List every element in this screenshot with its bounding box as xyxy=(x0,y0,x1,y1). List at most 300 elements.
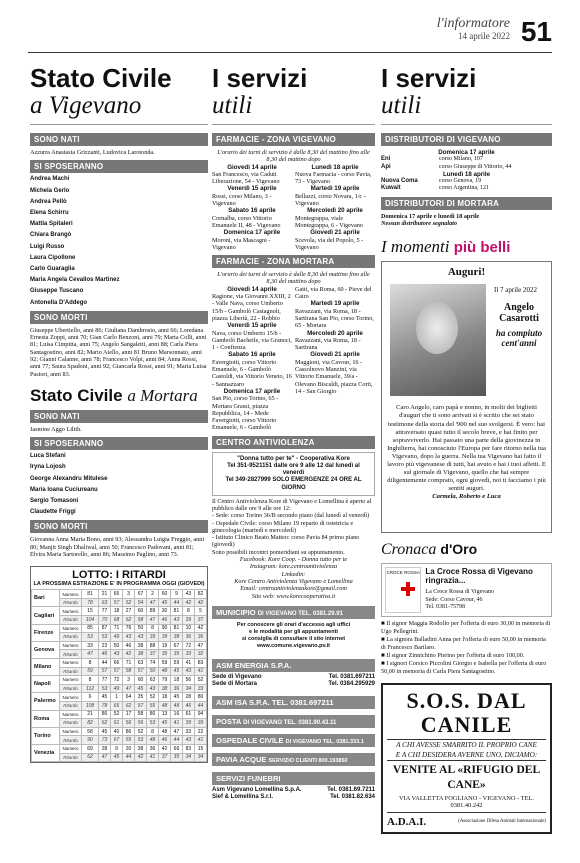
lotto-number: 41 xyxy=(182,658,194,667)
lotto-number: 77 xyxy=(99,676,111,685)
lotto-subtitle: LA PROSSIMA ESTRAZIONE E' IN PROGRAMMA OGGI (GIOVEDI) xyxy=(33,581,205,588)
funebri-header: SERVIZI FUNEBRI xyxy=(212,772,375,785)
distributori-mortara-header: DISTRIBUTORI DI MORTARA xyxy=(381,197,552,210)
lotto-number: 8 xyxy=(147,624,159,633)
lotto-row-label: Numero xyxy=(60,727,82,736)
distributor-address: corso Argentina, 121 xyxy=(439,185,490,192)
lotto-delay: 57 xyxy=(135,667,147,676)
lotto-number: 60 xyxy=(135,607,147,616)
lotto-number: 79 xyxy=(158,676,170,685)
section-subtitle: utili xyxy=(212,92,253,119)
portrait-photo xyxy=(390,284,486,396)
farmacia-day: Giovedì 14 aprile xyxy=(227,285,277,293)
farmacia-text: Gatti, via Roma, 60 - Pieve del Cairo xyxy=(295,285,372,301)
lotto-delay: 45 xyxy=(158,719,170,728)
farmacia-text: San Francesco, via Caduti Liberazione, 54 - Vigevano xyxy=(212,170,280,186)
couple-name: Elena Schirru xyxy=(30,209,69,216)
antiviolenza-social-line: Sito web: www.korecooperativa.it xyxy=(251,592,336,600)
lotto-delay: 73 xyxy=(99,736,111,745)
couple-name: Andrea Machi xyxy=(30,176,70,183)
lotto-delay: 36 xyxy=(182,633,194,642)
lotto-row-label: Ritardo xyxy=(60,701,82,710)
column-servizi-2 xyxy=(381,58,552,863)
nati-header: SONO NATI xyxy=(30,133,208,146)
lotto-number: 15 xyxy=(82,607,99,616)
lotto-number: 38 xyxy=(135,641,147,650)
page-number: 51 xyxy=(520,16,552,47)
column-servizi xyxy=(212,58,375,863)
lotto-number: 87 xyxy=(99,624,111,633)
lotto-number: 58 xyxy=(135,710,147,719)
couple-name: Laura Cipollone xyxy=(30,254,76,261)
farmacia-text: Cornalba, corso Vittorio Emanuele II, 48 - Vigevano xyxy=(212,214,281,229)
mortara-morti-text: Giovanna Anna Maria Bono, anni 93; Alessandra Luigia Freggio, anni 80; Manjit Singh Dhaliwal, anni 50; Francesco Padovani, anni 81; Elvira Maria Sartorello, anni 86; Massimo Paglino, anni 73. xyxy=(30,536,205,558)
lotto-row-label: Numero xyxy=(60,624,82,633)
lotto-delay: 52 xyxy=(123,598,135,607)
mortara-morti-header: SONO MORTI xyxy=(30,520,208,533)
lotto-delay: 41 xyxy=(147,753,159,762)
lotto-delay: 67 xyxy=(111,736,123,745)
lotto-delay: 47 xyxy=(99,753,111,762)
divider xyxy=(30,124,208,125)
lotto-row-label: Numero xyxy=(60,693,82,702)
dist-mortara-note: Nessun distributore segnalato xyxy=(381,220,457,228)
lotto-delay: 43 xyxy=(182,736,194,745)
municipio-info: Per conoscere gli orari d'accesso agli uffici e le modalità per gli appuntamenti si consiglia di consultare il sito internet www.comune.vigevano.pv.it xyxy=(212,619,375,653)
morti-text: Giuseppe Ubertiello, anni 86; Giuliana Dambrosio, anni 66; Loredana Ernesta Zoppi, anni 70; Gian Carlo Benzoni, anni 79; Marta Colli, anni 81; Luisa Cimpitta, anni 75; Angelo Sangaletti, anni 88; Carla Piera Santagostino, anni 82; Mario Aiello, anni 81 Bruno Marsonnato, anni 92; Gianni Calanne, anni 78; Francesco Volpi, anni 84; Anna Rossi, anni 77; Saura Spadoni, anni 92; Giancarla Rossi, anni 91; Maria Luisa Pastori, anni 83. xyxy=(30,326,207,378)
lotto-city: Palermo xyxy=(32,693,60,710)
lotto-number: 69 xyxy=(82,744,99,753)
lotto-number: 63 xyxy=(147,676,159,685)
lotto-delay: 58 xyxy=(123,667,135,676)
couple-name: Andrea Pellò xyxy=(30,198,67,205)
lotto-city: Venezia xyxy=(32,744,60,761)
donation-item: ■ I signori Corsico Piccolini Giorgio e Isabella per l'offerta di euro 50,00 in memoria di Carla Piera Santagostino. xyxy=(381,660,547,675)
lotto-row xyxy=(32,624,207,633)
farmacia-day: Domenica 17 aprile xyxy=(223,387,281,395)
croce-rossa-box xyxy=(381,563,552,617)
lotto-number: 83 xyxy=(194,658,206,667)
lotto-number: 18 xyxy=(111,607,123,616)
croce-rossa-title: La Croce Rossa di Vigevano ringrazia... xyxy=(425,567,533,586)
lotto-number: 9 xyxy=(170,590,182,599)
antiviolenza-social-line: Linkedin: xyxy=(281,570,306,578)
lotto-number: 94 xyxy=(194,710,206,719)
contact-row xyxy=(212,787,375,794)
couple-name: Chiara Brangò xyxy=(30,232,72,239)
lotto-city: Roma xyxy=(32,710,60,727)
lotto-city: Firenze xyxy=(32,624,60,641)
distributor-brand: Kuwait xyxy=(381,185,401,192)
lotto-delay: 45 xyxy=(158,598,170,607)
lotto-number: 72 xyxy=(111,676,123,685)
antiviolenza-text: Il Centro Antiviolenza Kore di Vigevano e Lomellina è aperto al pubblico dalle ore 9 alle ore 12: xyxy=(212,497,372,512)
lotto-title: LOTTO: I RITARDI xyxy=(72,569,166,582)
lotto-number: 52 xyxy=(194,676,206,685)
lotto-delay: 57 xyxy=(99,667,111,676)
divider xyxy=(212,124,375,125)
lotto-row-label: Ritardo xyxy=(60,650,82,659)
lotto-number: 58 xyxy=(82,727,99,736)
distributori-vigevano-header: DISTRIBUTORI DI VIGEVANO xyxy=(381,133,552,146)
lotto-delay: 42 xyxy=(194,598,206,607)
donations-list xyxy=(381,620,552,675)
lotto-row xyxy=(32,744,207,753)
couple xyxy=(30,199,208,217)
couple xyxy=(30,476,208,494)
lotto-delay: 108 xyxy=(82,701,99,710)
lotto-delay: 62 xyxy=(123,701,135,710)
lotto-number: 50 xyxy=(111,641,123,650)
lotto-number: 1 xyxy=(111,693,123,702)
dist-day-2: Lunedì 18 aprile xyxy=(442,170,491,178)
momenti-title: I momenti più belli xyxy=(381,237,511,257)
lotto-city: Milano xyxy=(32,658,60,675)
auguri-box xyxy=(381,261,552,533)
farmacia-text: Favergiotti, corso Vittorio Emanuele, 6 - Gambolò Castoldi, via Vittorio Veneto, 16 - Sannazzaro xyxy=(212,358,292,388)
lotto-delay: 55 xyxy=(147,701,159,710)
lotto-number: 9 xyxy=(111,744,123,753)
lotto-delay: 62 xyxy=(123,616,135,625)
lotto-number: 23 xyxy=(99,641,111,650)
lotto-delay: 42 xyxy=(135,753,147,762)
lotto-number: 83 xyxy=(182,744,194,753)
lotto-row xyxy=(32,693,207,702)
lotto-delay: 35 xyxy=(158,650,170,659)
lotto-row xyxy=(32,641,207,650)
distributor-brand: Nuova Coma xyxy=(381,178,418,185)
antiviolenza-social xyxy=(212,556,375,600)
lotto-number: 16 xyxy=(170,710,182,719)
lotto-delay: 33 xyxy=(194,684,206,693)
lotto-delay: 41 xyxy=(194,736,206,745)
sos-lines: A CHI AVESSE SMARRITO IL PROPRIO CANE E A CHI DESIDERA AVERNE UNO, DICIAMO: xyxy=(387,739,546,761)
lotto-delay: 70 xyxy=(99,616,111,625)
couple xyxy=(30,453,208,471)
lotto-delay: 82 xyxy=(82,719,99,728)
farmacia-day: Venerdì 15 aprile xyxy=(227,185,277,193)
divider xyxy=(381,124,552,125)
farmacie-right xyxy=(295,286,375,432)
lotto-delay: 55 xyxy=(123,736,135,745)
lotto-number: 28 xyxy=(182,693,194,702)
farmacia-text: Montegrappa, viale Montegrappa, 6 - Vigevano xyxy=(295,214,363,229)
lotto-delay: 104 xyxy=(82,616,99,625)
lotto-delay: 68 xyxy=(111,616,123,625)
couple xyxy=(30,244,208,262)
farmacie-right xyxy=(295,164,375,252)
lotto-number: 18 xyxy=(170,676,182,685)
distributor-row xyxy=(381,185,552,192)
posta-header: POSTA DI VIGEVANO TEL. 0381.90.43.11 xyxy=(212,715,375,728)
lotto-delay: 39 xyxy=(147,633,159,642)
lotto-number: 35 xyxy=(135,693,147,702)
lotto-number: 90 xyxy=(158,624,170,633)
contact-phone: Tel. 0381.697211 xyxy=(328,673,375,680)
lotto-delay: 32 xyxy=(194,650,206,659)
lotto-number: 67 xyxy=(170,641,182,650)
auguri-subtitle: ha compiuto cent'anni xyxy=(495,328,543,349)
nati-text: Azzurra Anastasia Grizzanti, Ludovica Larotonda. xyxy=(30,149,155,156)
lotto-number: 74 xyxy=(147,658,159,667)
lotto-number: 40 xyxy=(111,727,123,736)
lotto-delay: 38 xyxy=(135,650,147,659)
antiviolenza-item: - Ospedale Civile: corso Milano 19 reparto di ostetricia e ginecologia (martedì e mercoledì) xyxy=(212,519,354,534)
lotto-delay: 43 xyxy=(182,667,194,676)
farmacia-day: Giovedì 21 aprile xyxy=(310,229,360,237)
lotto-number: 27 xyxy=(123,607,135,616)
sos-address: VIA VALLETTA FOGLIANO - VIGEVANO - TEL. 0381.40.242 xyxy=(398,795,535,810)
lotto-number: 28 xyxy=(99,744,111,753)
farmacia-day: Venerdì 15 aprile xyxy=(227,322,277,330)
lotto-row xyxy=(32,727,207,736)
lotto-number: 60 xyxy=(135,676,147,685)
cronaca-title: Cronaca d'Oro xyxy=(381,541,478,559)
farmacia-day: Mercoledì 20 aprile xyxy=(307,207,363,215)
lotto-number: 72 xyxy=(182,641,194,650)
lotto-delay: 43 xyxy=(147,684,159,693)
lotto-delay: 53 xyxy=(135,736,147,745)
lotto-row-label: Ritardo xyxy=(60,753,82,762)
couple-name: Claudette Friggi xyxy=(30,509,76,516)
lotto-delay: 39 xyxy=(158,633,170,642)
lotto-number: 43 xyxy=(182,590,194,599)
lotto-row-label: Ritardo xyxy=(60,616,82,625)
lotto-number: 86 xyxy=(99,710,111,719)
municipio-link[interactable]: www.comune.vigevano.pv.it xyxy=(256,642,331,649)
farmacia-day: Giovedì 21 aprile xyxy=(310,351,360,359)
contact-row xyxy=(212,681,375,688)
lotto-row-label: Ritardo xyxy=(60,736,82,745)
lotto-number: 44 xyxy=(99,658,111,667)
lotto-number: 36 xyxy=(147,744,159,753)
lotto-row-label: Numero xyxy=(60,641,82,650)
lotto-number: 8 xyxy=(182,607,194,616)
lotto-delay: 34 xyxy=(182,684,194,693)
lotto-delay: 39 xyxy=(182,719,194,728)
lotto-number: 77 xyxy=(99,607,111,616)
lotto-delay: 62 xyxy=(82,753,99,762)
farmacia-text: Maggioni, via Cavour, 16 - Cassolnovo Manzini, via Vittorio Emanuele, 39/a - Olevano Biscaldi, piazza Corti, 14 - San Giorgio xyxy=(295,358,373,395)
lotto-delay: 57 xyxy=(111,598,123,607)
farmacia-text: Moroni, via Mascagni - Vigevano xyxy=(212,236,271,251)
lotto-delay: 35 xyxy=(170,650,182,659)
farmacia-text: Nava, corso Umberto 15/b - Gambolò Bacheile, via Granoci, 1 - Confienza xyxy=(212,329,292,352)
couple-name: Sergio Tomasoni xyxy=(30,497,79,504)
lotto-delay: 54 xyxy=(135,598,147,607)
lotto-delay: 39 xyxy=(194,719,206,728)
lotto-number: 59 xyxy=(170,658,182,667)
lotto-delay: 50 xyxy=(147,667,159,676)
farmacia-text: Bellazzi, corso Novara, 1/c - Vigevano xyxy=(295,192,366,208)
lotto-row-label: Numero xyxy=(60,676,82,685)
lotto-number: 48 xyxy=(158,727,170,736)
lotto-delay: 59 xyxy=(82,667,99,676)
municipio-header: MUNICIPIO DI VIGEVANO TEL. 0381.29.91 xyxy=(212,606,375,619)
lotto-delay: 46 xyxy=(99,650,111,659)
lotto-row xyxy=(32,676,207,685)
lotto-row-label: Numero xyxy=(60,710,82,719)
distributor-brand: Api xyxy=(381,163,391,170)
lotto-delay: 37 xyxy=(194,616,206,625)
lotto-delay: 41 xyxy=(170,719,182,728)
lotto-delay: 37 xyxy=(147,650,159,659)
lotto-row-label: Ritardo xyxy=(60,667,82,676)
lotto-delay: 46 xyxy=(158,736,170,745)
masthead xyxy=(0,0,580,58)
lotto-row xyxy=(32,607,207,616)
lotto-delay: 49 xyxy=(111,633,123,642)
farmacia-text: Ravazzani, via Roma, 18 - Sartirana xyxy=(295,336,361,352)
couple-name: Maria Angela Cevallos Martinez xyxy=(30,277,120,284)
lotto-delay: 65 xyxy=(111,701,123,710)
lotto-number: 66 xyxy=(111,658,123,667)
lotto-delay: 63 xyxy=(99,598,111,607)
lotto-delay: 53 xyxy=(99,684,111,693)
lotto-number: 21 xyxy=(99,590,111,599)
lotto-delay: 38 xyxy=(158,684,170,693)
distributor-row xyxy=(381,178,552,185)
farmacie-vigevano-header: FARMACIE - ZONA VIGEVANO xyxy=(212,133,375,146)
lotto-delay: 44 xyxy=(170,598,182,607)
lotto-row-label: Numero xyxy=(60,744,82,753)
farmacie-mortara-header: FARMACIE - ZONA MORTARA xyxy=(212,255,375,268)
farmacia-text: Ragione, via Giovanni XXIII, 2 - Valle Nava, corso Umberto 15/b - Gambolò Castagnoli, piazza Libertà, 22 - Robbio xyxy=(212,293,291,322)
asm-energia-header: ASM ENERGIA S.P.A. xyxy=(212,659,375,672)
lotto-delay: 44 xyxy=(123,753,135,762)
lotto-number: 63 xyxy=(135,658,147,667)
contact-row xyxy=(212,794,375,801)
lotto-row-label: Numero xyxy=(60,607,82,616)
couple-name: Iryna Lojosh xyxy=(30,464,66,471)
lotto-delay: 43 xyxy=(135,633,147,642)
contact-phone: Tel. 0384.295929 xyxy=(328,681,375,688)
lotto-delay: 57 xyxy=(111,667,123,676)
lotto-delay: 44 xyxy=(194,701,206,710)
lotto-delay: 45 xyxy=(170,667,182,676)
auguri-name: Angelo Casarotti xyxy=(499,302,539,325)
antiviolenza-header: CENTRO ANTIVIOLENZA xyxy=(212,436,375,449)
couple xyxy=(30,288,208,306)
lotto-delay: 61 xyxy=(111,719,123,728)
lotto-city: Genova xyxy=(32,641,60,658)
issue-date: 14 aprile 2022 xyxy=(458,31,510,41)
farmacie-vigevano-intro: L'orario dei turni di servizio è dalle 8,30 del mattino fino alle 8,30 del mattino dopo xyxy=(217,149,370,164)
lotto-delay: 78 xyxy=(82,598,99,607)
lotto-delay: 43 xyxy=(123,633,135,642)
lotto-number: 67 xyxy=(135,590,147,599)
lotto-delay: 43 xyxy=(111,650,123,659)
lotto-number: 52 xyxy=(147,693,159,702)
lotto-number: 17 xyxy=(123,710,135,719)
farmacia-day: Martedì 19 aprile xyxy=(310,300,360,308)
lotto-delay: 45 xyxy=(135,684,147,693)
antiviolenza-social-line: Instagram: kore.centroantiviolenza xyxy=(249,563,338,571)
farmacie-mortara-intro: L'orario dei turni di servizio è dalle 8,30 del mattino fino alle 8,30 del mattino dopo xyxy=(217,271,370,286)
distributor-row xyxy=(381,164,552,171)
lotto-number: 42 xyxy=(194,624,206,633)
lotto-delay: 38 xyxy=(170,633,182,642)
funebri-rows xyxy=(212,785,375,803)
auguri-text: Caro Angelo, caro papà e nonno, in molti dei biglietti d'auguri che ti sono arrivati si è scritto che sei stato testimone della storia del '900 nel suo svolgersi. È vero: hai attraversato quasi tutto il secolo breve, e hai finito per sopravviverlo. Hai passato una parte della giovinezza in Inghilterra, hai conosciuto l'Europa per fare ritorno nella tua Vigevano, dopo la guerra. Nella tua Vigevano hai fatto il lavoro più vigevanese di tutti, hai avuto e hai i tuoi affetti. E sul giornale di Vigevano, quello che hai sempre diligentemente comprato, ogni giovedì, noi ti facciamo i più sentiti auguri. Carmela, Roberto e Luca xyxy=(387,404,546,501)
dist-mortara-day: Domenica 17 aprile e lunedì 18 aprile xyxy=(381,212,480,220)
lotto-number: 81 xyxy=(82,590,99,599)
section-title: I servizi xyxy=(381,63,477,93)
lotto-number: 20 xyxy=(123,744,135,753)
lotto-number: 71 xyxy=(111,624,123,633)
farmacie-mortara-list xyxy=(212,286,375,432)
auguri-signature: Carmela, Roberto e Luca xyxy=(432,493,501,501)
distributor-address: corso Giuseppe di Vittorio, 44 xyxy=(439,163,512,170)
lotto-number: 2 xyxy=(147,590,159,599)
farmacia-text: San Pio, corso Torino, 65 - Mortara Grassi, piazza Repubblica, 14 - Mede Favergiotti, corso Vittorio Emanuele, 6 - Gambolò xyxy=(212,395,279,432)
couple-name: Luca Stefani xyxy=(30,453,66,460)
lotto-number: 45 xyxy=(99,693,111,702)
lotto-delay: 57 xyxy=(135,701,147,710)
lotto-delay: 37 xyxy=(158,753,170,762)
lotto-number: 80 xyxy=(147,710,159,719)
lotto-number: 8 xyxy=(147,727,159,736)
contact-phone: Tel. 0381.82.634 xyxy=(330,794,375,801)
mortara-nati-header: SONO NATI xyxy=(30,410,208,423)
distributor-address: corso Milano, 107 xyxy=(439,156,483,163)
column-stato-civile xyxy=(30,58,208,863)
lotto-number: 42 xyxy=(158,744,170,753)
donation-item: ■ Il signor Maggia Rodolfo per l'offerta di euro 30,00 in memoria di Ugo Pellegrini. xyxy=(381,620,551,635)
lotto-number: 13 xyxy=(158,710,170,719)
antiviolenza-item: - Sede: corso Torino 36/B secondo piano (dal lunedì al venerdì) xyxy=(212,512,370,520)
dist-day: Domenica 17 aprile xyxy=(438,149,495,156)
antiviolenza-contacts: "Donna tutto per te" - Cooperativa Kore Tel 351-9521151 dalle ore 9 alle 12 dal lunedì al venerdì Tel 349-2827999 SOLO EMERGENZE 24 ORE AL GIORNO xyxy=(212,452,375,496)
couple-name: Luigi Russo xyxy=(30,243,65,250)
section-subtitle: utili xyxy=(381,92,422,119)
farmacia-text: Ravazzani, via Roma, 18 - Sartirana San Pio, corso Torino, 65 - Mortara xyxy=(295,307,374,330)
lotto-box xyxy=(30,566,208,763)
antiviolenza-social-line: Facebook: Kore Coop. - Donna tutto per te xyxy=(239,556,348,564)
lotto-number: 33 xyxy=(82,641,99,650)
lotto-number: 89 xyxy=(147,607,159,616)
mortara-sposati-list xyxy=(30,453,208,516)
lotto-number: 86 xyxy=(123,727,135,736)
lotto-delay: 42 xyxy=(182,598,194,607)
lotto-number: 21 xyxy=(82,710,99,719)
lotto-delay: 48 xyxy=(147,736,159,745)
mortara-title: Stato Civile a Mortara xyxy=(30,385,198,405)
contact-name: Sede di Vigevano xyxy=(212,673,262,680)
farmacia-text: Rossi, corso Milano, 3 - Vigevano xyxy=(212,192,272,208)
lotto-number: 47 xyxy=(194,641,206,650)
lotto-number: 64 xyxy=(123,693,135,702)
lotto-delay: 56 xyxy=(135,719,147,728)
farmacie-vigevano-list xyxy=(212,164,375,252)
lotto-delay: 47 xyxy=(147,616,159,625)
contact-phone: Tel. 0381.69.7211 xyxy=(327,787,375,794)
distributor-row xyxy=(381,156,552,163)
lotto-number: 61 xyxy=(182,710,194,719)
lotto-number: 50 xyxy=(135,624,147,633)
lotto-delay: 48 xyxy=(158,701,170,710)
lotto-row-label: Ritardo xyxy=(60,684,82,693)
lotto-row xyxy=(32,710,207,719)
mortara-sposati-header: SI SPOSERANNO xyxy=(30,437,208,450)
couple-name: George Alexandru Mitulese xyxy=(30,475,108,482)
lotto-number: 22 xyxy=(194,727,206,736)
couple-name: Carlo Guaraglia xyxy=(30,265,75,272)
lotto-number: 71 xyxy=(123,658,135,667)
asm-energia-rows xyxy=(212,672,375,690)
lotto-delay: 58 xyxy=(135,616,147,625)
lotto-delay: 53 xyxy=(147,719,159,728)
